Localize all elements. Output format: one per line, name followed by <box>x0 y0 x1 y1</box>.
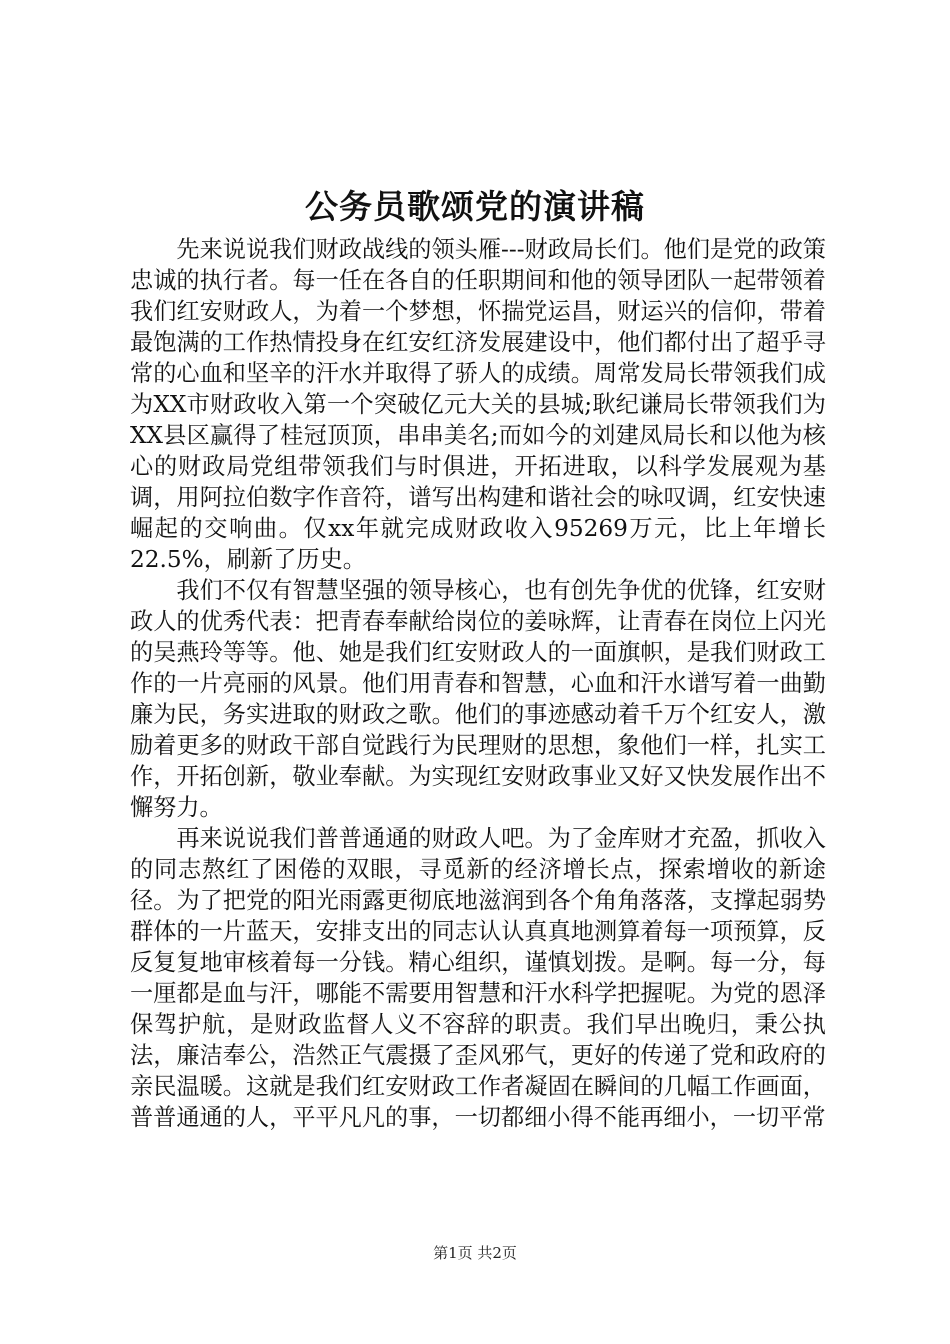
page-number-footer: 第1页 共2页 <box>433 1244 517 1262</box>
paragraph-3: 再来说说我们普普通通的财政人吧。为了金库财才充盈，抓收入的同志熬红了困倦的双眼，寻觅新的经济增长点，探索增收的新途径。为了把党的阳光雨露更彻底地滋润到各个角角落落，支撑起弱势群体的一片蓝天，安排支出的同志认认真真地测算着每一项预算，反反复复地审核着每一分钱。精心组织，谨慎划拨。是啊。每一分，每一厘都是血与汗，哪能不需要用智慧和汗水科学把握呢。为党的恩泽保驾护航，是财政监督人义不容辞的职责。我们早出晚归，秉公执法，廉洁奉公，浩然正气震摄了歪风邪气，更好的传递了党和政府的亲民温暖。这就是我们红安财政工作者凝固在瞬间的几幅工作画面，普普通通的人，平平凡凡的事，一切都细小得不能再细小，一切平常 <box>130 825 826 1131</box>
paragraph-2: 我们不仅有智慧坚强的领导核心，也有创先争优的优锋，红安财政人的优秀代表：把青春奉献给岗位的姜咏辉，让青春在岗位上闪光的吴燕玲等等。他、她是我们红安财政人的一面旗帜，是我们财政工作的一片亮丽的风景。他们用青春和智慧，心血和汗水谱写着一曲勤廉为民，务实进取的财政之歌。他们的事迹感动着千万个红安人，激励着更多的财政干部自觉践行为民理财的思想，象他们一样，扎实工作，开拓创新，敬业奉献。为实现红安财政事业又好又快发展作出不懈努力。 <box>130 577 826 821</box>
document-title: 公务员歌颂党的演讲稿 <box>305 187 645 226</box>
document-body <box>130 234 826 1133</box>
paragraph-1: 先来说说我们财政战线的领头雁---财政局长们。他们是党的政策忠诚的执行者。每一任在各自的任职期间和他的领导团队一起带领着我们红安财政人，为着一个梦想，怀揣党运昌，财运兴的信仰，带着最饱满的工作热情投身在红安红济发展建设中，他们都付出了超乎寻常的心血和坚辛的汗水并取得了骄人的成绩。周常发局长带领我们成为XX市财政收入第一个突破亿元大关的县城;耿纪谦局长带领我们为XX县区赢得了桂冠顶顶，串串美名;而如今的刘建凤局长和以他为核心的财政局党组带领我们与时俱进，开拓进取，以科学发展观为基调，用阿拉伯数字作音符，谱写出构建和谐社会的咏叹调，红安快速崛起的交响曲。仅xx年就完成财政收入95269万元，比上年增长22.5%，刷新了历史。 <box>130 236 826 573</box>
